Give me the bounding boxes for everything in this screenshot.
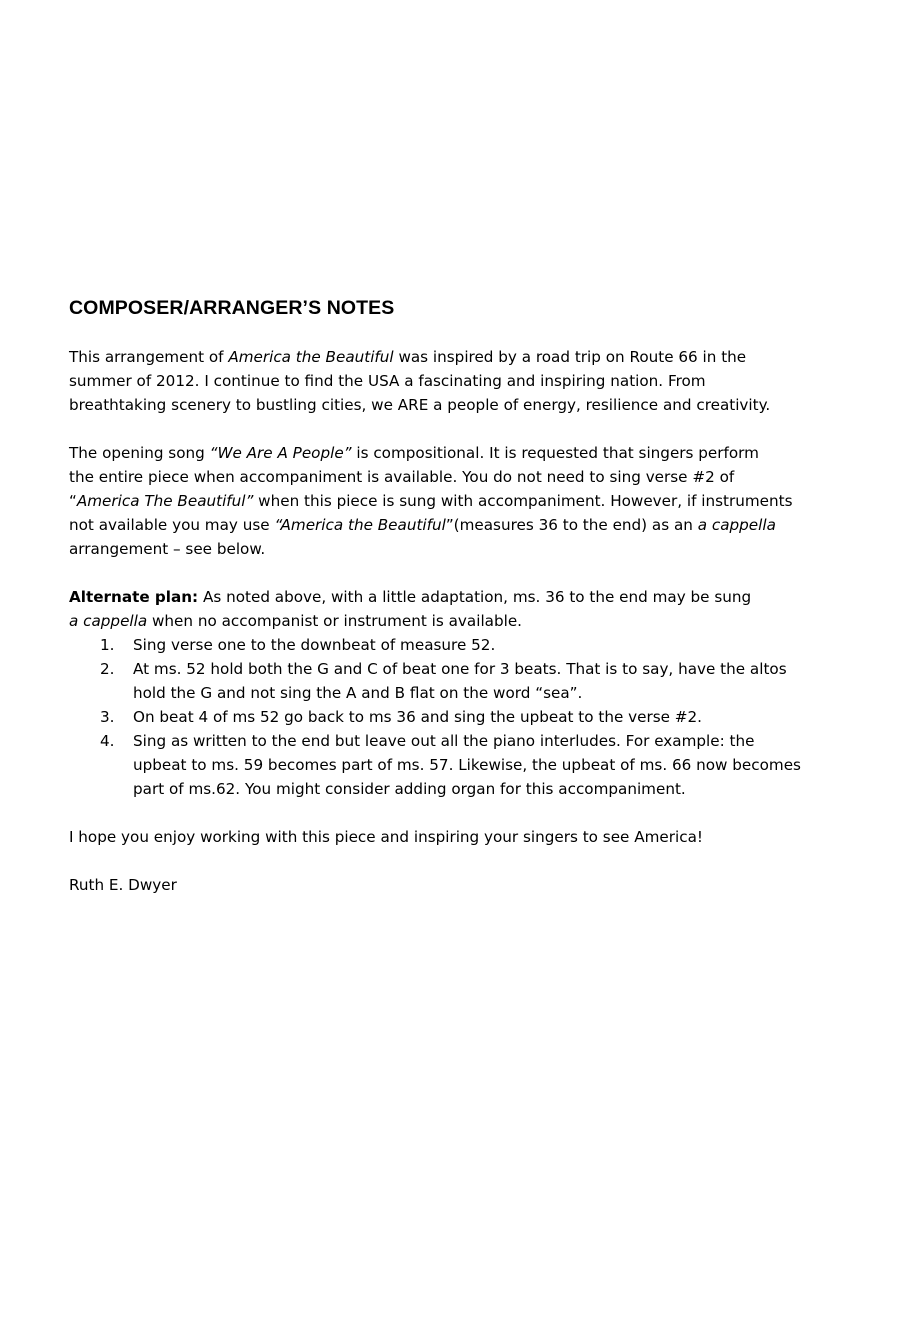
- opening-text: ”(measures 36 to the end) as an: [445, 516, 698, 534]
- opening-line: [69, 489, 849, 513]
- closing-paragraph: [69, 825, 849, 849]
- intro-text: This arrangement of: [69, 348, 229, 366]
- list-line: At ms. 52 hold both the G and C of beat one for 3 beats. That is to say, have the altos: [133, 660, 787, 678]
- intro-line: breathtaking scenery to bustling cities, we ARE a people of energy, resilience and creativity.: [69, 396, 771, 414]
- opening-line: [69, 441, 849, 465]
- intro-title-italic: America the Beautiful: [228, 348, 394, 366]
- list-line: Sing verse one to the downbeat of measure 52.: [133, 636, 496, 654]
- opening-text: when this piece is sung with accompaniment. However, if instruments: [253, 492, 793, 510]
- opening-text: “: [69, 492, 77, 510]
- opening-text: The opening song: [69, 444, 210, 462]
- signature-line: Ruth E. Dwyer: [69, 876, 177, 894]
- opening-title-italic: America The Beautiful”: [76, 492, 254, 510]
- intro-paragraph: [69, 345, 849, 417]
- opening-paragraph: [69, 441, 849, 561]
- intro-text: was inspired by a road trip on Route 66 in the: [393, 348, 747, 366]
- opening-text: not available you may use: [69, 516, 275, 534]
- opening-line: the entire piece when accompaniment is available. You do not need to sing verse #2 of: [69, 468, 735, 486]
- list-number: 4.: [100, 732, 115, 750]
- signature: [69, 873, 849, 897]
- page-title: COMPOSER/ARRANGER’S NOTES: [69, 297, 395, 319]
- alternate-paragraph: [69, 585, 849, 633]
- opening-title-italic: “America the Beautiful: [274, 516, 446, 534]
- opening-text: is compositional. It is requested that singers perform: [351, 444, 759, 462]
- list-line: upbeat to ms. 59 becomes part of ms. 57. Likewise, the upbeat of ms. 66 now becomes: [133, 756, 801, 774]
- document-page: [69, 295, 849, 921]
- closing-line: I hope you enjoy working with this piece and inspiring your singers to see America!: [69, 828, 703, 846]
- list-line: On beat 4 of ms 52 go back to ms 36 and sing the upbeat to the verse #2.: [133, 708, 702, 726]
- alternate-text: when no accompanist or instrument is available.: [147, 612, 523, 630]
- intro-line: summer of 2012. I continue to find the USA a fascinating and inspiring nation. From: [69, 372, 706, 390]
- list-line: hold the G and not sing the A and B flat on the word “sea”.: [133, 684, 583, 702]
- alternate-label: Alternate plan:: [69, 588, 199, 606]
- alternate-line: [69, 585, 849, 609]
- list-number: 2.: [100, 660, 115, 678]
- intro-line: [69, 345, 849, 369]
- list-item: [69, 633, 849, 657]
- list-item: [69, 705, 849, 729]
- alternate-line: [69, 609, 849, 633]
- opening-line: arrangement – see below.: [69, 540, 266, 558]
- a-cappella-italic: a cappella: [69, 612, 148, 630]
- list-line: Sing as written to the end but leave out all the piano interludes. For example: the: [133, 732, 755, 750]
- opening-line: [69, 513, 849, 537]
- opening-song-italic: “We Are A People”: [209, 444, 352, 462]
- steps-list: [69, 633, 849, 801]
- list-item: [69, 729, 849, 801]
- list-number: 1.: [100, 636, 115, 654]
- list-number: 3.: [100, 708, 115, 726]
- a-cappella-italic: a cappella: [697, 516, 776, 534]
- alternate-text: As noted above, with a little adaptation, ms. 36 to the end may be sung: [198, 588, 752, 606]
- list-item: [69, 657, 849, 705]
- list-line: part of ms.62. You might consider adding organ for this accompaniment.: [133, 780, 686, 798]
